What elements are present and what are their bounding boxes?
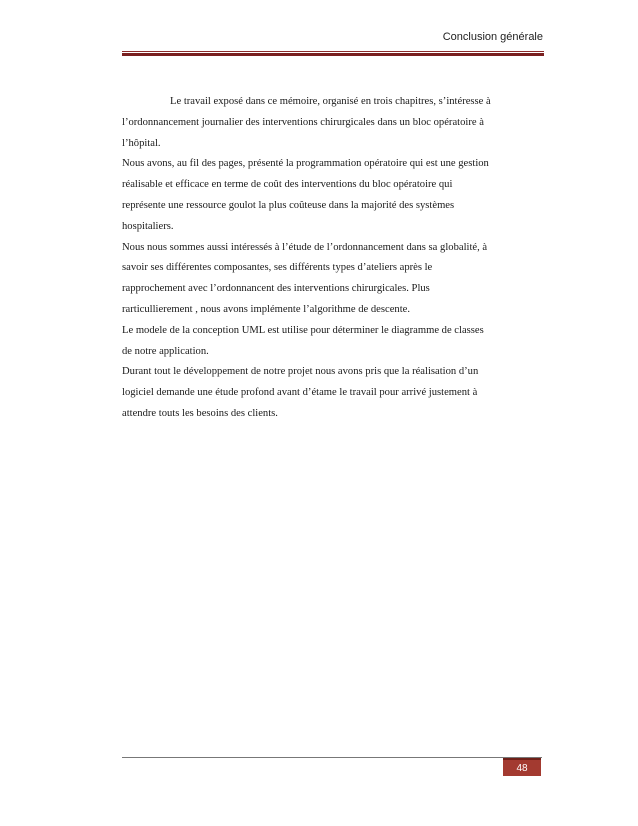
text-line: rarticullierement , nous avons implémente l’algorithme de descente. <box>122 303 410 315</box>
text-line: hospitaliers. <box>122 220 174 232</box>
text-line: logiciel demande une étude profond avant d’étame le travail pour arrivé justement à <box>122 387 478 399</box>
page-number: 48 <box>516 762 528 774</box>
text-line: Nous nous sommes aussi intéressés à l’étude de l’ordonnancement dans sa globalité, à <box>122 241 488 253</box>
text-line: savoir ses différentes composantes, ses différents types d’ateliers après le <box>122 262 433 274</box>
footer-rule <box>122 757 542 758</box>
text-line: Le travail exposé dans ce mémoire, organisé en trois chapitres, s’intéresse à <box>170 96 491 107</box>
header-rule-thick <box>122 53 544 56</box>
page-header-title: Conclusion générale <box>442 31 543 43</box>
text-line: Nous avons, au fil des pages, présenté la programmation opératoire qui est une gestion <box>122 158 489 170</box>
text-line: l’hôpital. <box>122 137 161 149</box>
text-line: l’ordonnancement journalier des interventions chirurgicales dans un bloc opératoire à <box>122 116 484 128</box>
body-text <box>122 92 542 425</box>
text-line: Le modele de la conception UML est utilise pour déterminer le diagramme de classes <box>122 324 484 336</box>
text-line: Durant tout le développement de notre projet nous avons pris que la réalisation d’un <box>122 366 479 378</box>
header-rule-thin <box>122 51 544 52</box>
text-line: représente une ressource goulot la plus coûteuse dans la majorité des systèmes <box>122 199 455 211</box>
page-number-box <box>503 758 541 776</box>
text-line: rapprochement avec l’ordonnancent des interventions chirurgicales. Plus <box>122 283 430 295</box>
text-line: attendre touts les besoins des clients. <box>122 407 278 419</box>
text-line: de notre application. <box>122 345 209 357</box>
text-line: réalisable et efficace en terme de coût des interventions du bloc opératoire qui <box>122 179 453 191</box>
